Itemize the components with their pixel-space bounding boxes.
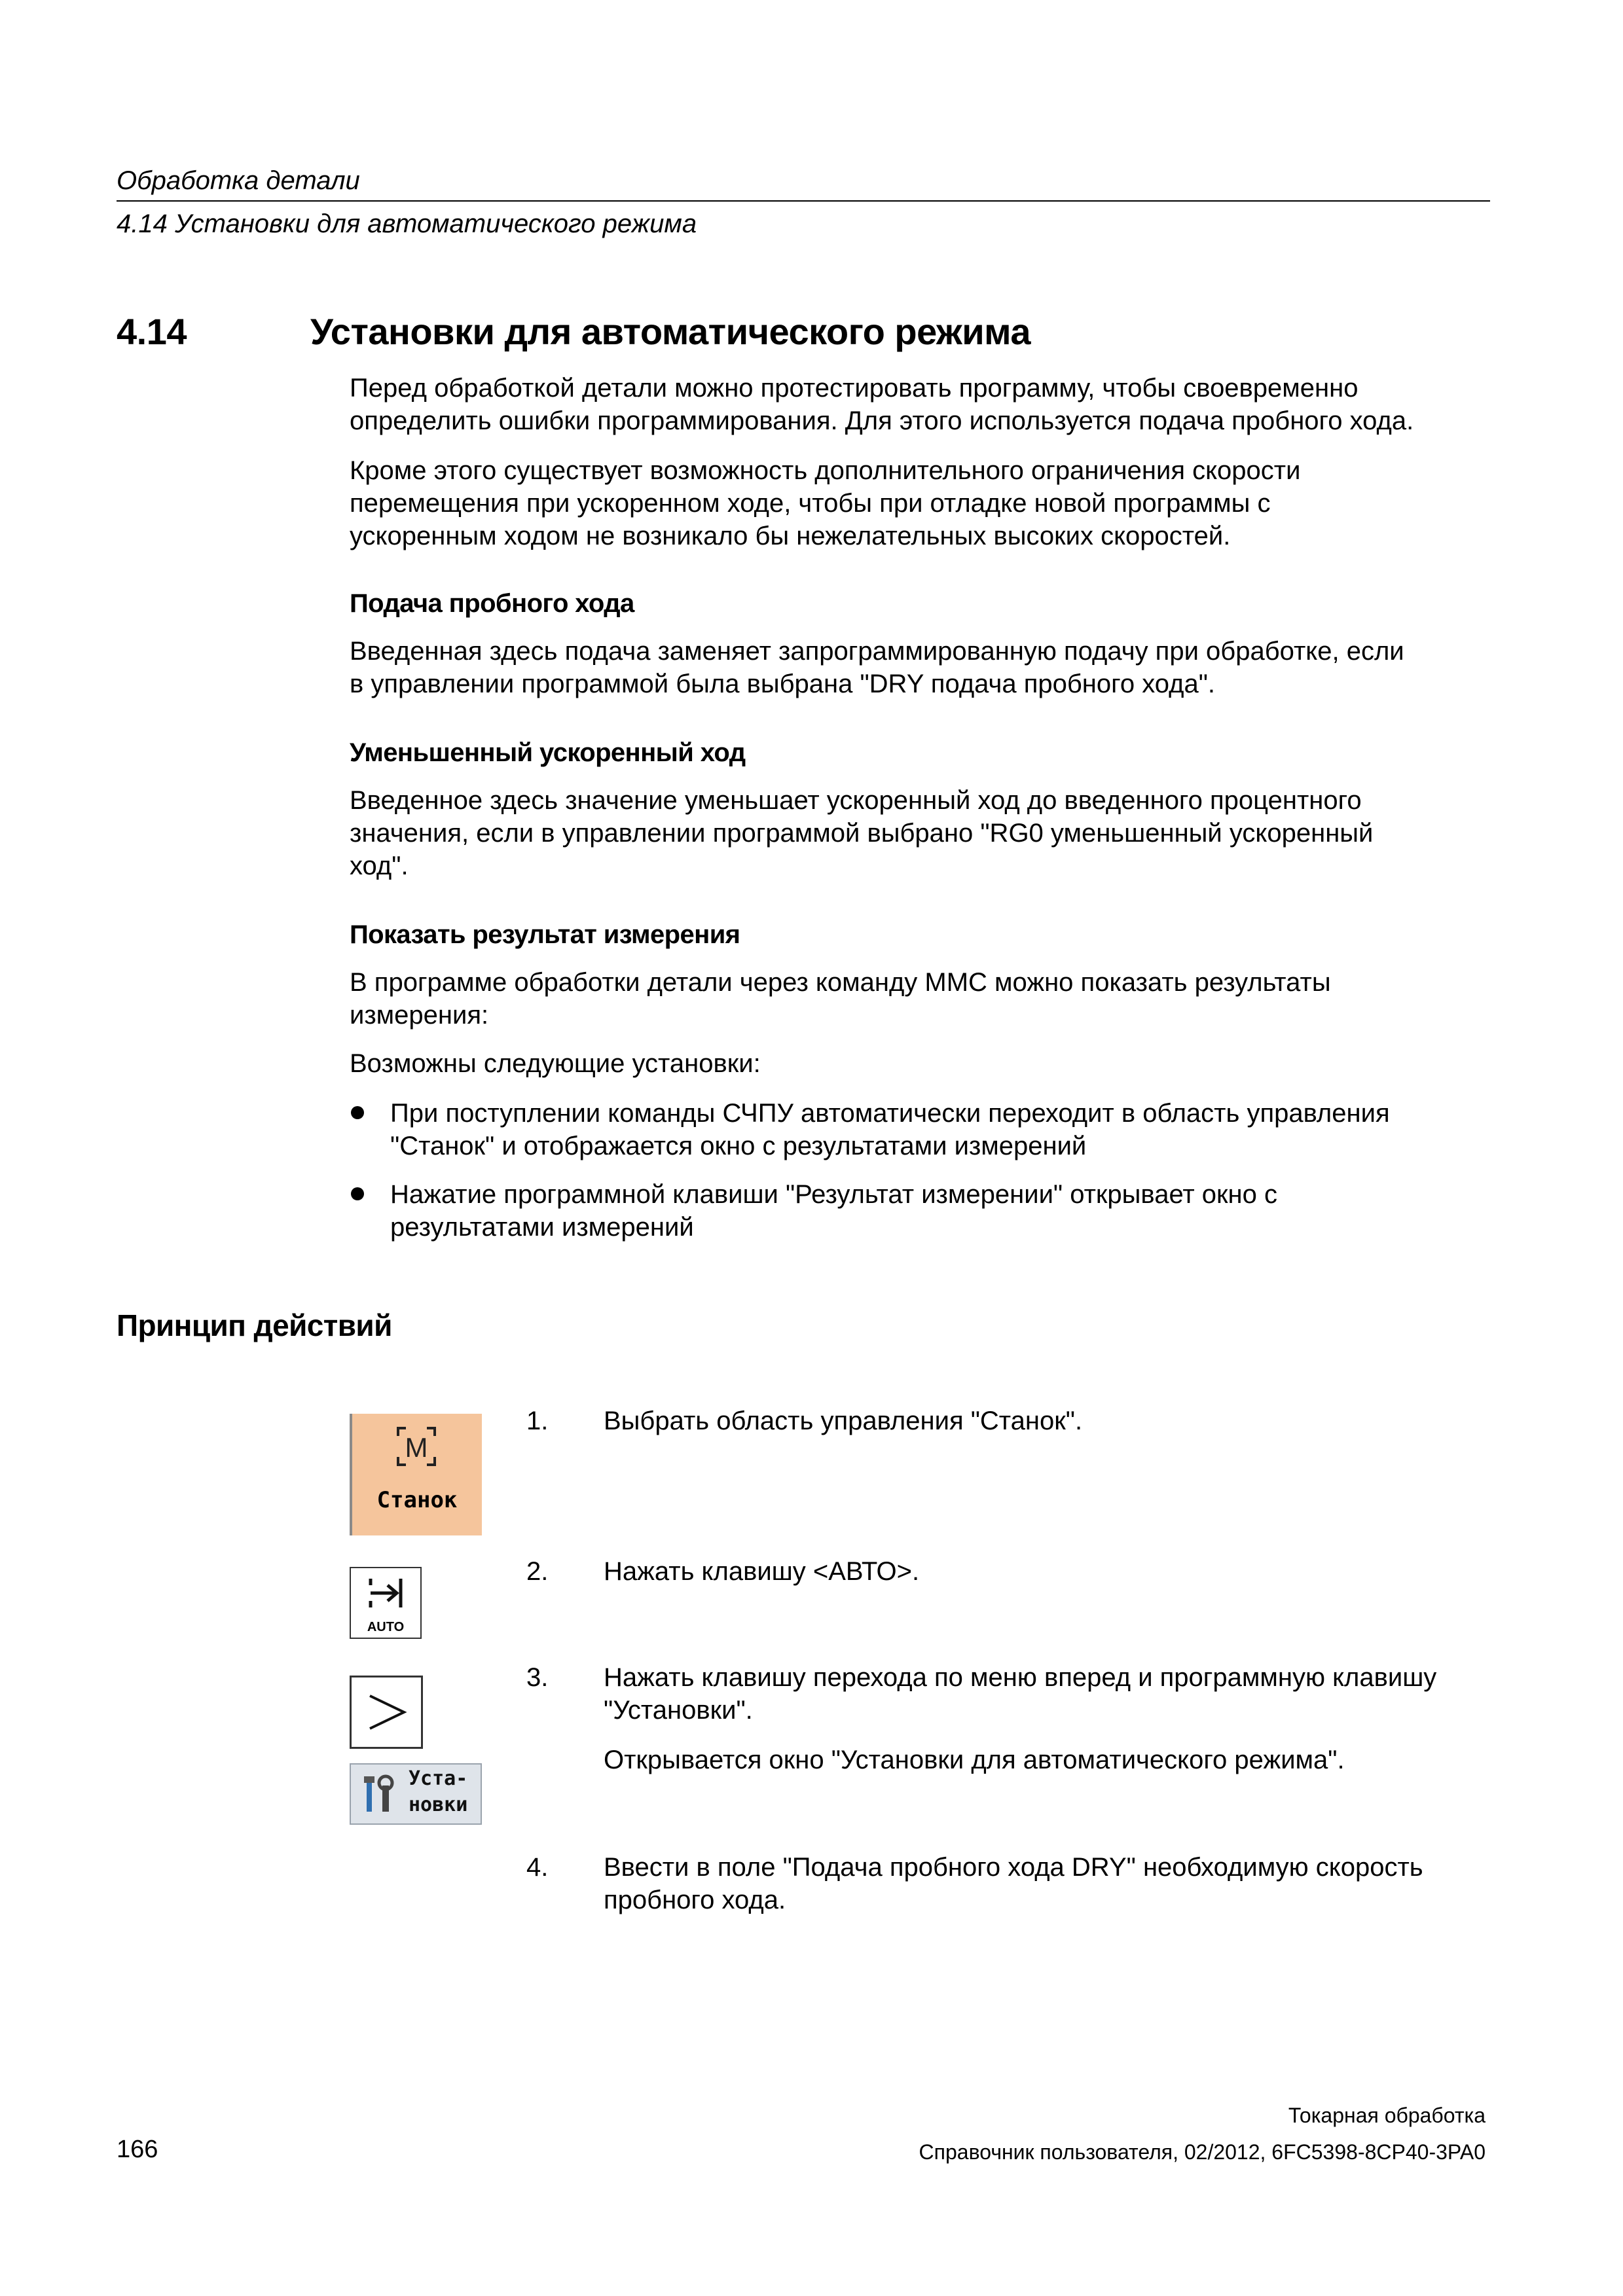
reduced-rapid-line2: значения, если в управлении программой выбрано "RG0 уменьшенный ускоренный: [350, 819, 1374, 848]
footer-book-ref: Справочник пользователя, 02/2012, 6FC5398-8CP40-3PA0: [919, 2140, 1486, 2164]
reduced-rapid-line3: ход".: [350, 852, 409, 880]
settings-softkey[interactable]: [350, 1763, 482, 1825]
intro-p2-line2: перемещения при ускоренном ходе, чтобы при отладке новой программы с: [350, 489, 1271, 518]
auto-key-label: AUTO: [367, 1620, 405, 1634]
step3-result: Открывается окно "Установки для автоматического режима".: [604, 1746, 1345, 1774]
bullet1-line2: "Станок" и отображается окно с результатами измерений: [390, 1132, 1087, 1160]
step3-line2: "Установки".: [604, 1696, 753, 1725]
intro-p1-line2: определить ошибки программирования. Для этого используется подача пробного хода.: [350, 406, 1414, 435]
page-number: 166: [117, 2136, 158, 2163]
step-number: 4.: [526, 1853, 549, 1882]
footer-book-title: Токарная обработка: [1288, 2104, 1486, 2127]
measure-line2: измерения:: [350, 1001, 489, 1030]
menu-forward-key[interactable]: [350, 1676, 423, 1749]
step4-line2: пробного хода.: [604, 1886, 786, 1914]
intro-p2-line1: Кроме этого существует возможность дополнительного ограничения скорости: [350, 456, 1301, 485]
measure-options-intro: Возможны следующие установки:: [350, 1049, 761, 1078]
section-title: Установки для автоматического режима: [310, 311, 1031, 352]
tools-icon: [360, 1772, 406, 1818]
step2-text: Нажать клавишу <АВТО>.: [604, 1557, 920, 1586]
bullet2-line2: результатами измерений: [390, 1213, 694, 1242]
auto-key[interactable]: [350, 1567, 422, 1639]
step-number: 2.: [526, 1557, 549, 1586]
step-number: 3.: [526, 1663, 549, 1692]
step1-text: Выбрать область управления "Станок".: [604, 1407, 1083, 1435]
machine-area-icon: [395, 1426, 437, 1467]
settings-label-line1: Уста-: [409, 1767, 468, 1790]
machine-glyph: M: [405, 1432, 428, 1463]
machine-softkey[interactable]: [350, 1414, 482, 1535]
bullet2-line1: Нажатие программной клавиши "Результат измерении" открывает окно с: [390, 1180, 1277, 1209]
step3-line1: Нажать клавишу перехода по меню вперед и программную клавишу: [604, 1663, 1437, 1692]
running-header-chapter: Обработка детали: [117, 166, 360, 195]
header-rule: [117, 200, 1490, 202]
intro-p2-line3: ускоренным ходом не возникало бы нежелательных высоких скоростей.: [350, 522, 1231, 550]
settings-softkey-label: [409, 1766, 467, 1818]
dry-feed-line2: в управлении программой была выбрана "DRY подача пробного хода".: [350, 670, 1216, 698]
dry-feed-heading: Подача пробного хода: [350, 589, 634, 618]
bullet-dot: [351, 1106, 364, 1119]
bullet-dot: [351, 1187, 364, 1200]
menu-forward-icon: [352, 1677, 421, 1747]
measure-heading: Показать результат измерения: [350, 920, 740, 949]
settings-label-line2: новки: [409, 1793, 468, 1816]
intro-p1-line1: Перед обработкой детали можно протестировать программу, чтобы своевременно: [350, 374, 1359, 403]
step-number: 1.: [526, 1407, 549, 1435]
auto-key-icon: [351, 1571, 420, 1623]
running-header-section: 4.14 Установки для автоматического режима: [117, 209, 697, 238]
machine-softkey-label: Станок: [376, 1487, 458, 1513]
reduced-rapid-line1: Введенное здесь значение уменьшает ускоренный ход до введенного процентного: [350, 786, 1362, 815]
bullet1-line1: При поступлении команды СЧПУ автоматически переходит в область управления: [390, 1099, 1390, 1128]
procedure-heading: Принцип действий: [117, 1308, 392, 1342]
dry-feed-line1: Введенная здесь подача заменяет запрограммированную подачу при обработке, если: [350, 637, 1404, 666]
reduced-rapid-heading: Уменьшенный ускоренный ход: [350, 738, 746, 767]
measure-line1: В программе обработки детали через команду MMC можно показать результаты: [350, 968, 1331, 997]
section-number: 4.14: [117, 311, 187, 352]
step4-line1: Ввести в поле "Подача пробного хода DRY" необходимую скорость: [604, 1853, 1423, 1882]
